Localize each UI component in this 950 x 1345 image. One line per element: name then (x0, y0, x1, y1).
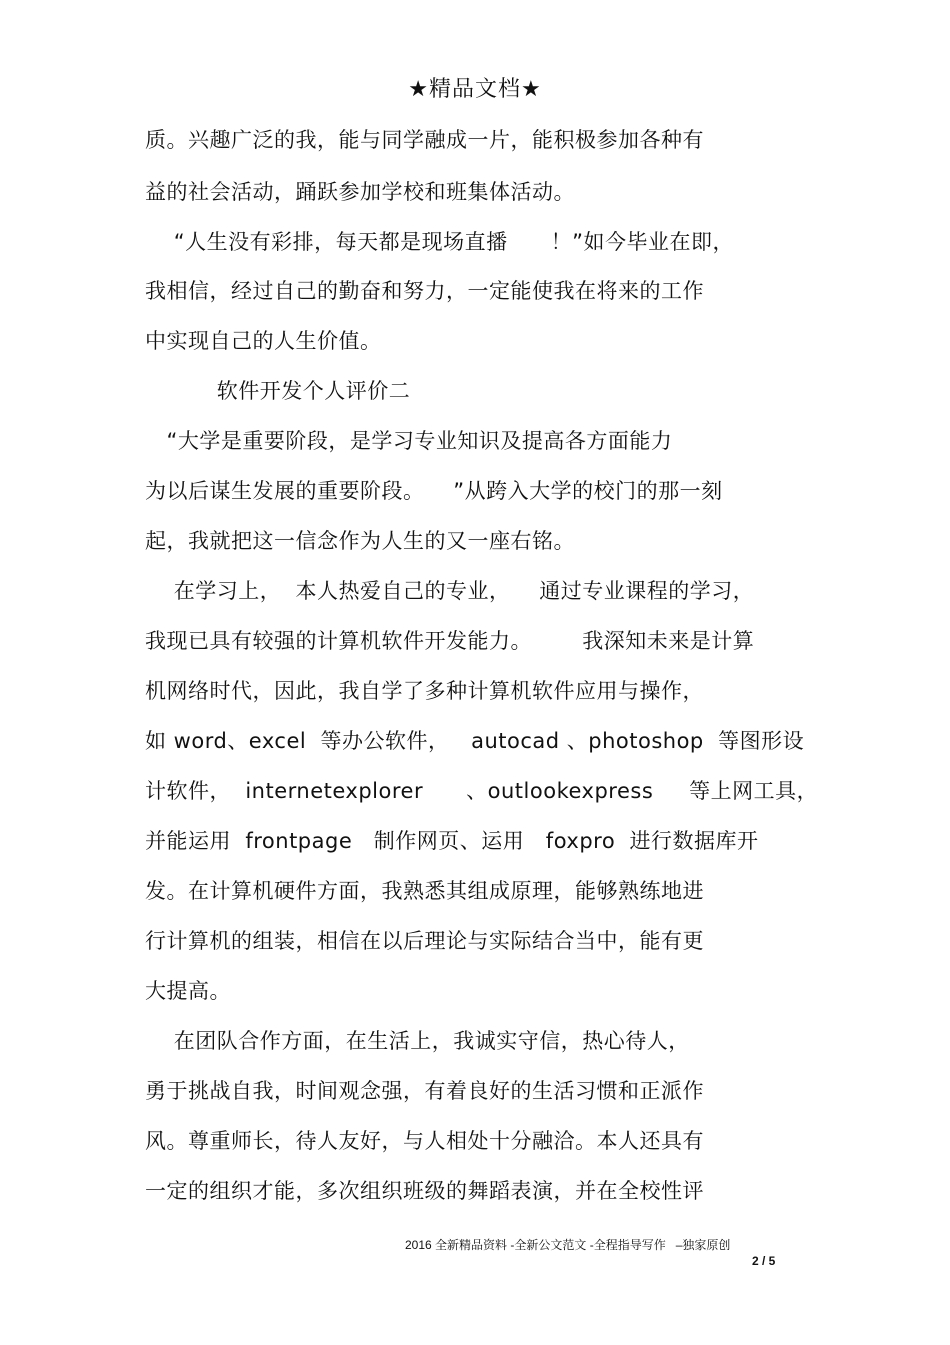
text-line: 中实现自己的人生价值。 (145, 329, 382, 353)
section-heading: 软件开发个人评价二 (145, 379, 411, 403)
text-line: 为以后谋生发展的重要阶段。 ”从跨入大学的校门的那一刻 (145, 479, 723, 503)
text-line: 在团队合作方面，在生活上，我诚实守信，热心待人， (145, 1029, 690, 1053)
text-line: 我现已具有较强的计算机软件开发能力。 我深知未来是计算 (145, 629, 755, 653)
text-line: 益的社会活动，踊跃参加学校和班集体活动。 (145, 180, 575, 204)
text-line: 风。尊重师长，待人友好，与人相处十分融洽。本人还具有 (145, 1129, 704, 1153)
text-line: “大学是重要阶段，是学习专业知识及提高各方面能力 (145, 429, 673, 453)
text-line: 在学习上， 本人热爱自己的专业， 通过专业课程的学习， (145, 579, 755, 603)
text-line: 质。兴趣广泛的我，能与同学融成一片，能积极参加各种有 (145, 128, 704, 152)
text-line: 我相信，经过自己的勤奋和努力，一定能使我在将来的工作 (145, 279, 704, 303)
text-line: 发。在计算机硬件方面，我熟悉其组成原理，能够熟练地进 (145, 879, 704, 903)
text-line: 并能运用 frontpage 制作网页、运用 foxpro 进行数据库开 (145, 829, 759, 853)
footer-text: 2016 全新精品资料 -全新公文范文 -全程指导写作 –独家原创 (405, 1238, 731, 1252)
text-line: 一定的组织才能，多次组织班级的舞蹈表演，并在全校性评 (145, 1179, 704, 1203)
page-header-title: ★精品文档★ (408, 77, 542, 102)
text-line: 起，我就把这一信念作为人生的又一座右铭。 (145, 529, 575, 553)
text-line: 如 word、excel 等办公软件， autocad 、photoshop 等图形设 (145, 729, 805, 753)
text-line: 行计算机的组装，相信在以后理论与实际结合当中，能有更 (145, 929, 704, 953)
text-line: 大提高。 (145, 979, 231, 1003)
page-number: 2 / 5 (752, 1254, 776, 1268)
text-line: 机网络时代，因此，我自学了多种计算机软件应用与操作， (145, 679, 704, 703)
text-line: 勇于挑战自我，时间观念强，有着良好的生活习惯和正派作 (145, 1079, 704, 1103)
text-line: 计软件， internetexplorer 、outlookexpress 等上网工具， (145, 779, 819, 803)
text-line: “人生没有彩排，每天都是现场直播 ！”如今毕业在即， (145, 230, 735, 254)
